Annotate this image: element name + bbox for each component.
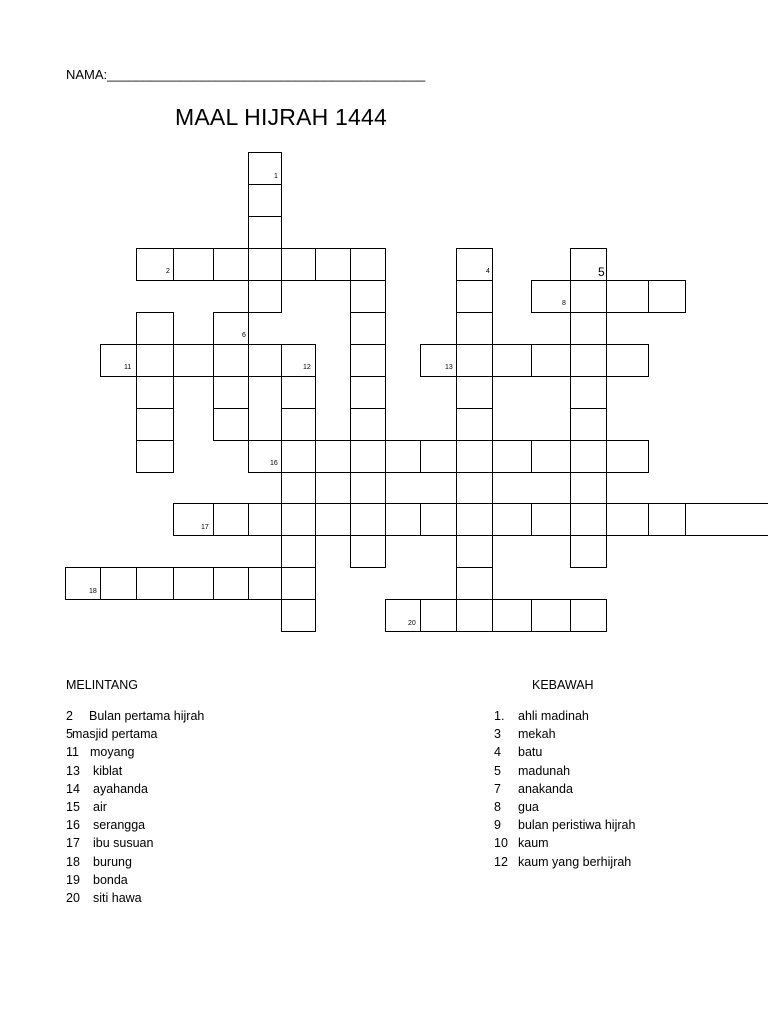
across-clue-text: Bulan pertama hijrah [89,709,205,723]
grid-clue-number: 17 [201,524,209,531]
crossword-cell[interactable] [173,344,214,377]
crossword-cell[interactable] [531,280,571,313]
down-clue-text: ahli madinah [518,709,589,723]
grid-clue-number: 1 [274,173,278,180]
crossword-cell[interactable] [420,503,457,536]
down-clue-text: kaum [518,836,549,851]
across-clue-text: bonda [93,872,128,887]
down-clue-text: anakanda [518,781,573,796]
across-clue-number: 14 [66,781,80,796]
crossword-cell[interactable] [456,567,493,600]
across-clue-number: 16 [66,818,80,833]
crossword-cell[interactable] [570,599,607,632]
across-clue-text: masjid pertama [72,727,158,742]
crossword-cell[interactable] [570,472,607,504]
down-clue-text: gua [518,800,539,814]
crossword-cell[interactable] [281,503,316,536]
page-title: MAAL HIJRAH 1444 [175,104,387,130]
grid-clue-number: 20 [408,620,416,627]
crossword-cell[interactable] [281,599,316,632]
crossword-cell[interactable] [570,440,607,473]
crossword-cell[interactable] [570,535,607,568]
crossword-cell[interactable] [385,503,421,536]
crossword-cell[interactable] [136,376,174,409]
crossword-cell[interactable] [531,344,571,377]
crossword-cell[interactable] [456,248,493,281]
crossword-cell[interactable] [281,344,316,377]
across-clue-number: 17 [66,836,80,851]
crossword-cell[interactable] [456,440,493,473]
crossword-cell[interactable] [606,344,649,377]
crossword-cell[interactable] [213,344,249,377]
crossword-cell[interactable] [350,280,386,313]
crossword-cell[interactable] [350,376,386,409]
grid-clue-number: 11 [124,364,132,371]
crossword-cell[interactable] [456,312,493,345]
crossword-cell[interactable] [420,440,457,473]
crossword-cell[interactable] [248,280,282,313]
grid-clue-number: 16 [270,460,278,467]
across-clue-text: burung [93,854,132,869]
crossword-cell[interactable] [315,440,351,473]
crossword-cell[interactable] [248,440,282,473]
crossword-cell[interactable] [213,248,249,281]
across-clue-number: 19 [66,872,80,887]
crossword-cell[interactable] [281,248,316,281]
down-clue-number: 4 [494,745,501,760]
crossword-cell[interactable] [456,408,493,441]
crossword-cell[interactable] [136,248,174,281]
crossword-cell[interactable] [648,280,686,313]
down-clue-number: 5 [494,763,501,778]
crossword-cell[interactable] [315,503,351,536]
crossword-cell[interactable] [685,503,768,536]
crossword-cell[interactable] [456,503,493,536]
down-clue-text: mekah [518,727,556,742]
crossword-cell[interactable] [213,408,249,441]
crossword-cell[interactable] [281,535,316,568]
across-clue-number: 13 [66,763,80,778]
crossword-cell[interactable] [281,472,316,504]
crossword-cell[interactable] [606,440,649,473]
across-clue-number: 15 [66,800,80,814]
down-clue-text: batu [518,745,543,760]
across-clue-text: serangga [93,818,146,833]
crossword-cell[interactable] [531,599,571,632]
crossword-cell[interactable] [350,344,386,377]
crossword-cell[interactable] [456,599,493,632]
grid-clue-number: 12 [303,364,311,371]
across-clue-text: ayahanda [93,781,148,796]
crossword-cell[interactable] [248,503,282,536]
down-clue-number: 1. [494,709,505,723]
crossword-cell[interactable] [570,344,607,377]
crossword-cell[interactable] [173,503,214,536]
crossword-cell[interactable] [281,408,316,441]
down-clue-number: 10 [494,836,508,851]
crossword-cell[interactable] [350,535,386,568]
crossword-cell[interactable] [315,248,351,281]
grid-clue-number: 4 [486,268,490,275]
crossword-cell[interactable] [350,472,386,504]
crossword-cell[interactable] [648,503,686,536]
across-clue-text: moyang [90,745,135,760]
crossword-cell[interactable] [100,567,137,600]
down-clue-number: 9 [494,818,501,833]
name-label: NAMA: [66,67,108,82]
grid-clue-number: 2 [166,268,170,275]
crossword-cell[interactable] [420,599,457,632]
across-clue-text: air [93,800,107,814]
across-clue-number: 18 [66,854,80,869]
crossword-cell[interactable] [492,344,532,377]
crossword-cell[interactable] [248,152,282,185]
grid-clue-number: 13 [445,364,453,371]
down-clue-number: 12 [494,854,508,869]
crossword-cell[interactable] [213,567,249,600]
crossword-cell[interactable] [136,567,174,600]
crossword-cell[interactable] [248,184,282,217]
crossword-cell[interactable] [492,440,532,473]
crossword-cell[interactable] [136,344,174,377]
crossword-cell[interactable] [248,344,282,377]
crossword-cell[interactable] [100,344,137,377]
across-clue-number: 11 [66,745,79,760]
grid-clue-number: 18 [89,588,97,595]
crossword-cell[interactable] [570,376,607,409]
crossword-cell[interactable] [570,503,607,536]
crossword-cell[interactable] [213,376,249,409]
crossword-cell[interactable] [136,312,174,345]
crossword-cell[interactable] [65,567,101,600]
crossword-cell[interactable] [606,280,649,313]
across-clue-text: ibu susuan [93,836,154,851]
crossword-cell[interactable] [385,440,421,473]
crossword-cell[interactable] [136,440,174,473]
crossword-cell[interactable] [570,280,607,313]
crossword-cell[interactable] [456,344,493,377]
across-clue-text: kiblat [93,763,123,778]
crossword-cell[interactable] [281,440,316,473]
crossword-cell[interactable] [281,567,316,600]
crossword-cell[interactable] [173,248,214,281]
down-clue-text: kaum yang berhijrah [518,854,632,869]
crossword-cell[interactable] [213,503,249,536]
crossword-cell[interactable] [531,503,571,536]
down-clue-text: madunah [518,763,571,778]
down-clue-number: 8 [494,800,501,814]
name-blank-line: ____________________________________________ [107,67,426,82]
crossword-cell[interactable] [492,503,532,536]
crossword-cell[interactable] [606,503,649,536]
down-heading: KEBAWAH [532,678,594,692]
crossword-cell[interactable] [456,376,493,409]
crossword-cell[interactable] [248,567,282,600]
crossword-cell[interactable] [456,472,493,504]
grid-clue-number: 5 [598,265,605,279]
crossword-cell[interactable] [281,376,316,409]
grid-clue-number: 6 [242,332,246,339]
down-clue-text: bulan peristiwa hijrah [518,818,636,833]
across-clue-number: 5 [66,727,73,742]
crossword-cell[interactable] [456,535,493,568]
across-clue-number: 20 [66,891,80,905]
across-heading: MELINTANG [66,678,138,692]
crossword-cell[interactable] [350,408,386,441]
crossword-cell[interactable] [420,344,457,377]
crossword-cell[interactable] [248,216,282,249]
crossword-cell[interactable] [350,440,386,473]
crossword-cell[interactable] [248,248,282,281]
grid-clue-number: 8 [562,300,566,307]
crossword-cell[interactable] [350,312,386,345]
crossword-cell[interactable] [173,567,214,600]
crossword-cell[interactable] [350,248,386,281]
crossword-cell[interactable] [385,599,421,632]
crossword-cell[interactable] [213,312,249,345]
crossword-cell[interactable] [136,408,174,441]
crossword-cell[interactable] [456,280,493,313]
crossword-cell[interactable] [492,599,532,632]
crossword-cell[interactable] [350,503,386,536]
down-clue-number: 7 [494,781,501,796]
down-clue-number: 3 [494,727,501,742]
crossword-cell[interactable] [570,408,607,441]
across-clue-number: 2 [66,709,73,723]
crossword-cell[interactable] [570,312,607,345]
across-clue-text: siti hawa [93,891,142,905]
crossword-cell[interactable] [531,440,571,473]
